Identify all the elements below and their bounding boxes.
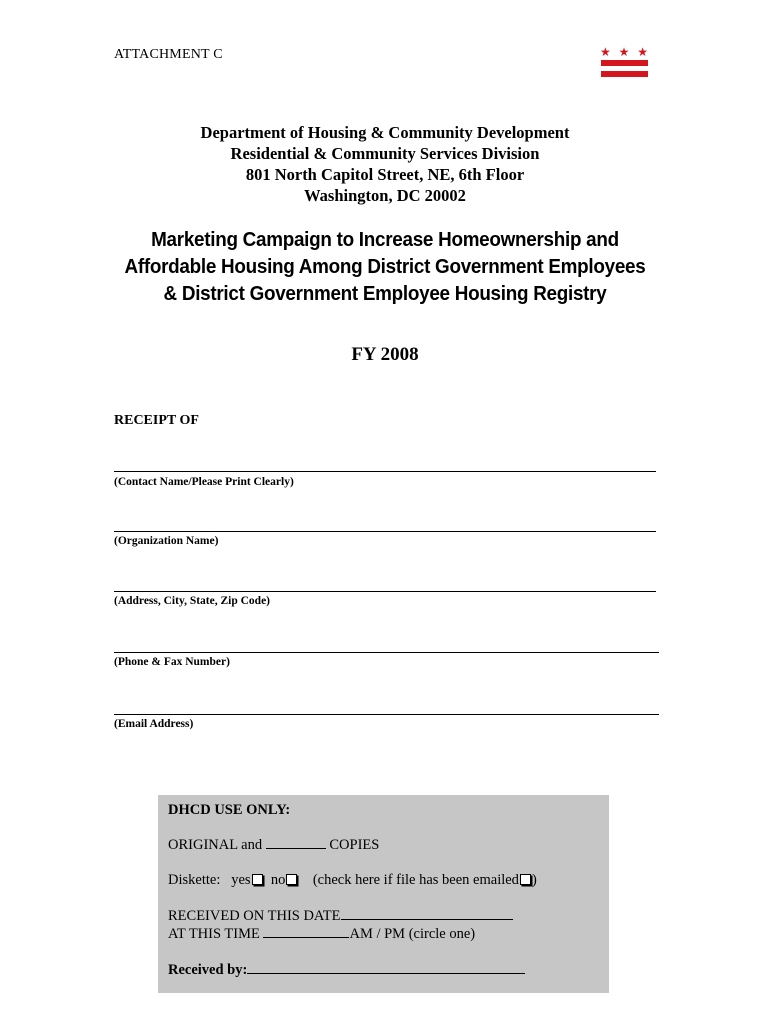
yes-checkbox[interactable] <box>252 874 263 885</box>
contact-name-label: (Contact Name/Please Print Clearly) <box>114 476 294 488</box>
document-title <box>31 226 739 307</box>
organization-name-field[interactable] <box>114 531 656 532</box>
no-label: no <box>270 872 286 888</box>
emailed-close-paren: ) <box>531 872 537 888</box>
phone-fax-label: (Phone & Fax Number) <box>114 656 230 668</box>
received-by-field[interactable] <box>247 961 525 974</box>
email-field[interactable] <box>114 714 659 715</box>
diskette-row <box>168 872 537 889</box>
title-line-1: Marketing Campaign to Increase Homeownership and <box>151 228 619 251</box>
address-label: (Address, City, State, Zip Code) <box>114 595 271 607</box>
emailed-checkbox[interactable] <box>520 874 531 885</box>
receipt-heading: RECEIPT OF <box>114 413 199 428</box>
received-date-field[interactable] <box>341 907 513 920</box>
received-date-row <box>168 907 513 925</box>
received-by-row <box>168 961 525 979</box>
division-name: Residential & Community Services Division <box>230 144 540 163</box>
received-time-field[interactable] <box>263 925 349 938</box>
attachment-label: ATTACHMENT C <box>114 47 223 62</box>
original-and-label: ORIGINAL and <box>168 837 263 853</box>
email-label: (Email Address) <box>114 718 194 730</box>
dhcd-use-only-box <box>158 795 609 993</box>
received-date-label: RECEIVED ON THIS DATE <box>168 908 341 924</box>
diskette-label: Diskette: <box>168 872 221 888</box>
title-line-3: & District Government Employee Housing Registry <box>163 282 607 305</box>
am-pm-label: AM / PM (circle one) <box>349 926 476 942</box>
no-checkbox[interactable] <box>286 874 297 885</box>
at-this-time-label: AT THIS TIME <box>168 926 260 942</box>
department-address <box>0 122 770 206</box>
contact-name-field[interactable] <box>114 471 656 472</box>
phone-fax-field[interactable] <box>114 652 659 653</box>
original-copies-row <box>168 836 379 854</box>
copies-count-field[interactable] <box>266 836 326 849</box>
yes-label: yes <box>231 872 251 888</box>
copies-label: COPIES <box>329 837 380 853</box>
street-address: 801 North Capitol Street, NE, 6th Floor <box>245 165 525 184</box>
title-line-2: Affordable Housing Among District Government Employees <box>124 255 646 278</box>
organization-name-label: (Organization Name) <box>114 535 219 547</box>
department-name: Department of Housing & Community Development <box>200 123 570 142</box>
emailed-note: (check here if file has been emailed <box>312 872 519 888</box>
received-time-row <box>168 925 475 943</box>
address-field[interactable] <box>114 591 656 592</box>
city-state-zip: Washington, DC 20002 <box>304 186 466 205</box>
fiscal-year: FY 2008 <box>351 344 419 365</box>
dhcd-heading: DHCD USE ONLY: <box>168 802 291 818</box>
dc-flag-icon: ★ ★ ★ <box>600 47 648 79</box>
received-by-label: Received by: <box>168 962 248 978</box>
